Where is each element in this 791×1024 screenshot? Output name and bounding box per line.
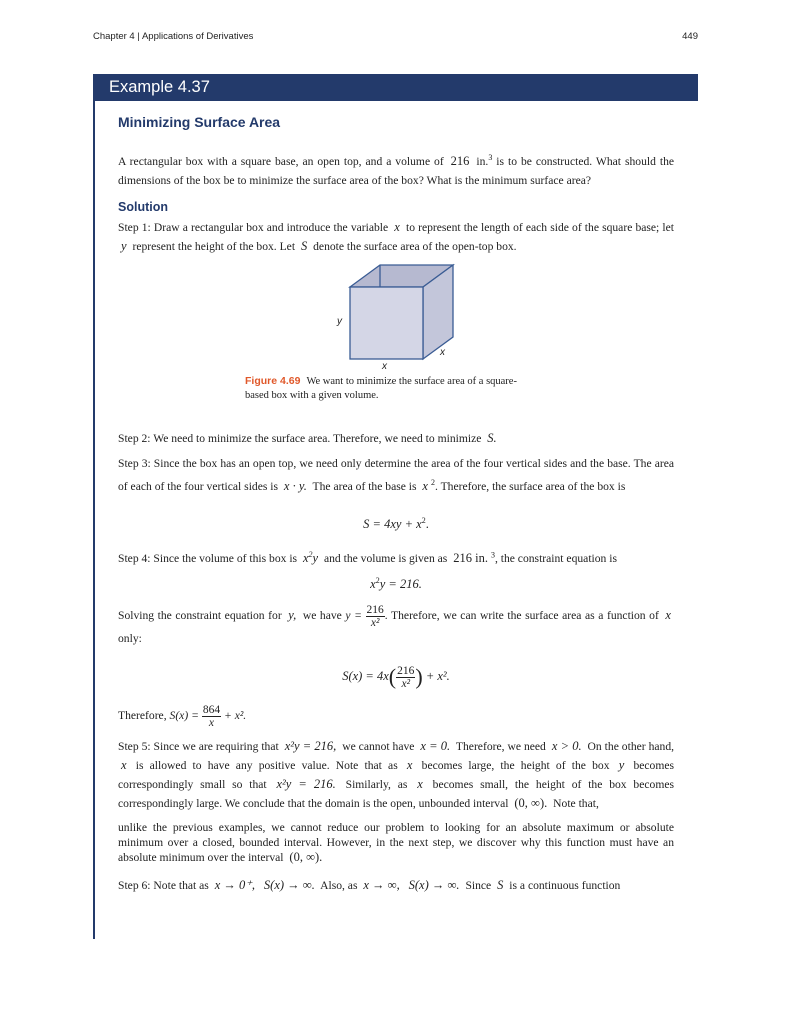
solving-constraint: Solving the constraint equation for y, we have y = $\frac{216}{\text{x²}}$ . Therefore, we can write the surface area as a function of x only: [118,604,671,645]
running-header-chapter: Chapter 4 | Applications of Derivatives [93,31,254,42]
page-number: 449 [682,31,698,42]
step-1: Step 1: Draw a rectangular box and introduce the variable x to represent the length of each side of the square base; let y represent the height of the box. Let S denote the surface area of the open-top box. [118,220,674,253]
step-6: Step 6: Note that as x → 0⁺, S(x) → ∞. Also, as x → ∞, S(x) → ∞. Since S is a continuous function [118,878,621,892]
example-banner [93,74,698,101]
example-title: Minimizing Surface Area [118,114,281,130]
step-5: Step 5: Since we are requiring that x²y = 216, we cannot have x = 0. Therefore, we need x > 0. On the other hand, x is allowed to have any positive value. Note that as x becomes large, the height of the box y becomes correspondingly small so that x²y = 216. Similarly, as x becomes small, the height of the box becomes correspondingly large. We conclude that the domain is the open, unbounded interval (0, ∞). Note that, [118,739,675,810]
open-box-diagram [336,262,466,362]
step-4: Step 4: Since the volume of this box is $x^2y$ and the volume is given as 216 in. $^3$, the constraint equation is [118,550,617,566]
problem-statement: A rectangular box with a square base, an open top, and a volume of 216 in.$^3$ is to be constructed. What should the dimensions of the box be to minimize the surface area of the box? What is the minimum surface area? [118,153,675,187]
equation-substituted: S(x) = 4x( $\frac{216}{\text{x²}}$ ) + x². [342,664,450,690]
example-label: Example 4.37 [109,78,210,96]
label-y: y [337,316,342,327]
step-2: Step 2: We need to minimize the surface area. Therefore, we need to minimize S. [118,431,497,445]
solution-heading: Solution [118,200,168,214]
box-front-face [350,287,423,359]
equation-constraint: $x^2y = 216$. [370,576,422,592]
therefore-line: Therefore, S(x) = $\frac{864}{x}$ + x². [118,704,247,729]
figure-number: Figure 4.69 [245,375,301,387]
step-3: Step 3: Since the box has an open top, we need only determine the area of the four vertical sides and the base. The area of each of the four vertical sides is x · y. The area of the base is x $^2$. Therefore, the surface area of the box is [118,457,674,493]
label-x-bottom: x [382,361,387,372]
box-figure [336,262,466,367]
step-5-continued: unlike the previous examples, we cannot reduce our problem to looking for an absolute maximum or absolute minimum over a closed, bounded interval. However, in the next step, we discover why this function must have an absolute minimum over the interval (0, ∞). [118,821,674,864]
equation-surface-area: $S = 4xy + x^2$. [363,516,429,532]
example-side-rule [93,101,95,939]
figure-caption: Figure 4.69 We want to minimize the surface area of a square-based box with a given volume. [245,375,517,401]
label-x-side: x [440,347,445,358]
